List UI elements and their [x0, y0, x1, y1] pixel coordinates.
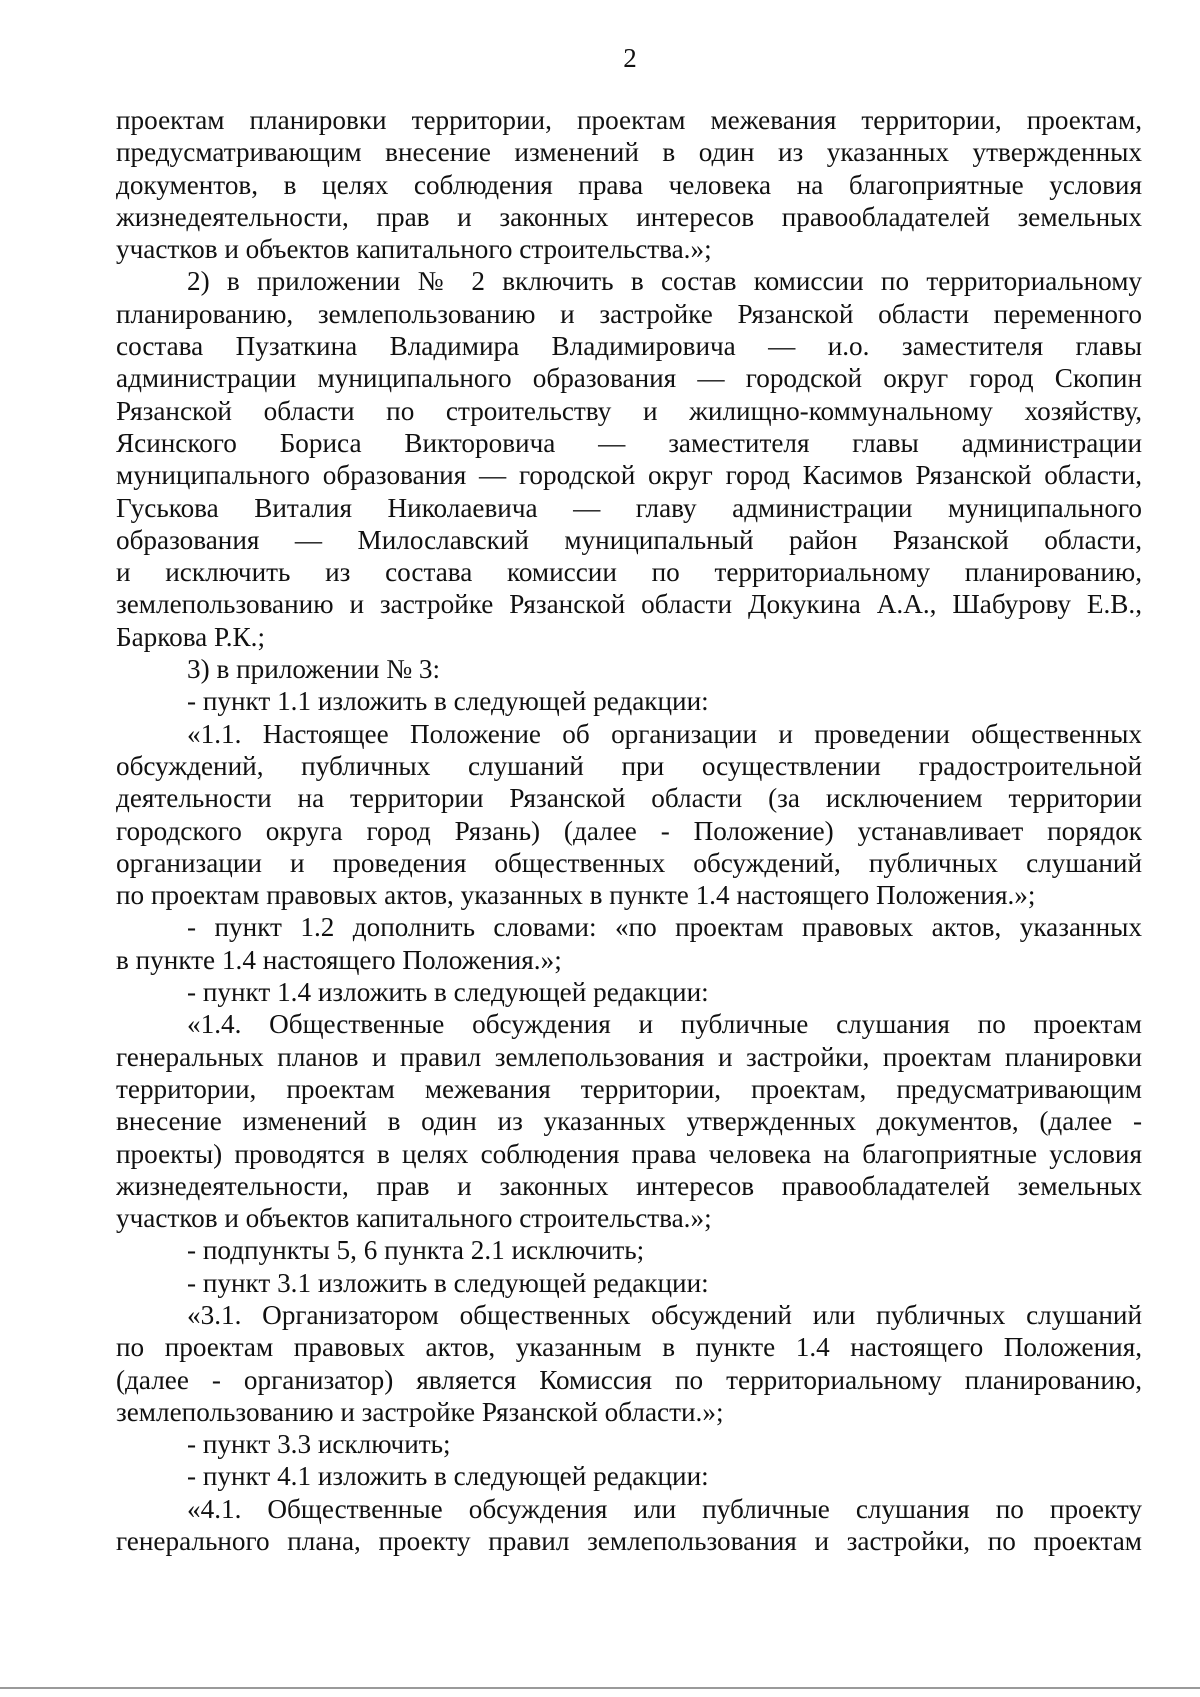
text-line: Баркова Р.К.;	[116, 621, 266, 652]
text-line: состава Пузаткина Владимира Владимировича — и.о. заместителя главы	[116, 331, 1142, 362]
text-line: по проектам правовых актов, указанным в пункте 1.4 настоящего Положения,	[116, 1332, 1142, 1363]
text-line: «1.1. Настоящее Положение об организации и проведении общественных	[187, 718, 1142, 749]
text-line: Ясинского Бориса Викторовича — заместителя главы администрации	[116, 427, 1142, 458]
text-line: предусматривающим внесение изменений в один из указанных утвержденных	[116, 137, 1142, 168]
text-line: образования — Милославский муниципальный район Рязанской области,	[116, 524, 1142, 555]
text-line: деятельности на территории Рязанской области (за исключением территории	[116, 783, 1142, 814]
text-line: - пункт 1.2 дополнить словами: «по проектам правовых актов, указанных	[187, 912, 1142, 943]
text-line: проекты) проводятся в целях соблюдения права человека на благоприятные условия	[116, 1138, 1142, 1169]
text-line: городского округа город Рязань) (далее - Положение) устанавливает порядок	[116, 815, 1142, 846]
page-number: 2	[623, 43, 637, 73]
text-line: по проектам правовых актов, указанных в пункте 1.4 настоящего Положения.»;	[116, 880, 1036, 911]
text-line: проектам планировки территории, проектам межевания территории, проектам,	[116, 105, 1142, 135]
text-line: - подпункты 5, 6 пункта 2.1 исключить;	[187, 1235, 645, 1266]
text-line: - пункт 1.4 изложить в следующей редакции:	[187, 977, 709, 1008]
text-line: и исключить из состава комиссии по территориальному планированию,	[116, 557, 1142, 588]
text-line: участков и объектов капитального строительства.»;	[116, 1203, 712, 1234]
text-line: Рязанской области по строительству и жилищно-коммунальному хозяйству,	[116, 395, 1142, 426]
text-line: «4.1. Общественные обсуждения или публичные слушания по проекту	[187, 1493, 1142, 1524]
text-line: - пункт 3.1 изложить в следующей редакции:	[187, 1267, 709, 1298]
text-line: 3) в приложении № 3:	[187, 654, 441, 685]
text-line: 2) в приложении № 2 включить в состав комиссии по территориальному	[187, 266, 1142, 297]
text-line: обсуждений, публичных слушаний при осуществлении градостроительной	[116, 750, 1142, 781]
text-line: в пункте 1.4 настоящего Положения.»;	[116, 944, 562, 975]
text-line: генерального плана, проекту правил землепользования и застройки, по проектам	[116, 1526, 1142, 1557]
text-line: - пункт 3.3 исключить;	[187, 1429, 451, 1460]
text-line: документов, в целях соблюдения права человека на благоприятные условия	[116, 169, 1142, 200]
text-line: землепользованию и застройке Рязанской области.»;	[116, 1396, 724, 1427]
text-line: планированию, землепользованию и застройке Рязанской области переменного	[116, 298, 1142, 329]
text-line: муниципального образования — городской округ город Касимов Рязанской области,	[116, 460, 1142, 491]
text-line: генеральных планов и правил землепользования и застройки, проектам планировки	[116, 1041, 1142, 1072]
document-body	[116, 104, 1142, 1557]
text-line: жизнедеятельности, прав и законных интересов правообладателей земельных	[116, 1170, 1142, 1201]
text-line: жизнедеятельности, прав и законных интересов правообладателей земельных	[116, 201, 1142, 232]
text-line: «3.1. Организатором общественных обсуждений или публичных слушаний	[187, 1299, 1142, 1330]
text-line: «1.4. Общественные обсуждения и публичные слушания по проектам	[187, 1009, 1142, 1040]
text-line: - пункт 1.1 изложить в следующей редакции:	[187, 686, 709, 717]
page-bottom-edge	[0, 1687, 1200, 1689]
text-line: (далее - организатор) является Комиссия по территориальному планированию,	[116, 1364, 1142, 1395]
text-line: территории, проектам межевания территории, проектам, предусматривающим	[116, 1073, 1142, 1104]
text-line: внесение изменений в один из указанных утвержденных документов, (далее -	[116, 1106, 1142, 1137]
text-line: администрации муниципального образования — городской округ город Скопин	[116, 363, 1142, 394]
text-line: - пункт 4.1 изложить в следующей редакции:	[187, 1461, 709, 1492]
text-line: организации и проведения общественных обсуждений, публичных слушаний	[116, 847, 1142, 878]
text-line: участков и объектов капитального строительства.»;	[116, 234, 712, 265]
text-line: Гуськова Виталия Николаевича — главу администрации муниципального	[116, 492, 1142, 523]
text-line: землепользованию и застройке Рязанской области Докукина А.А., Шабурову Е.В.,	[116, 589, 1142, 620]
